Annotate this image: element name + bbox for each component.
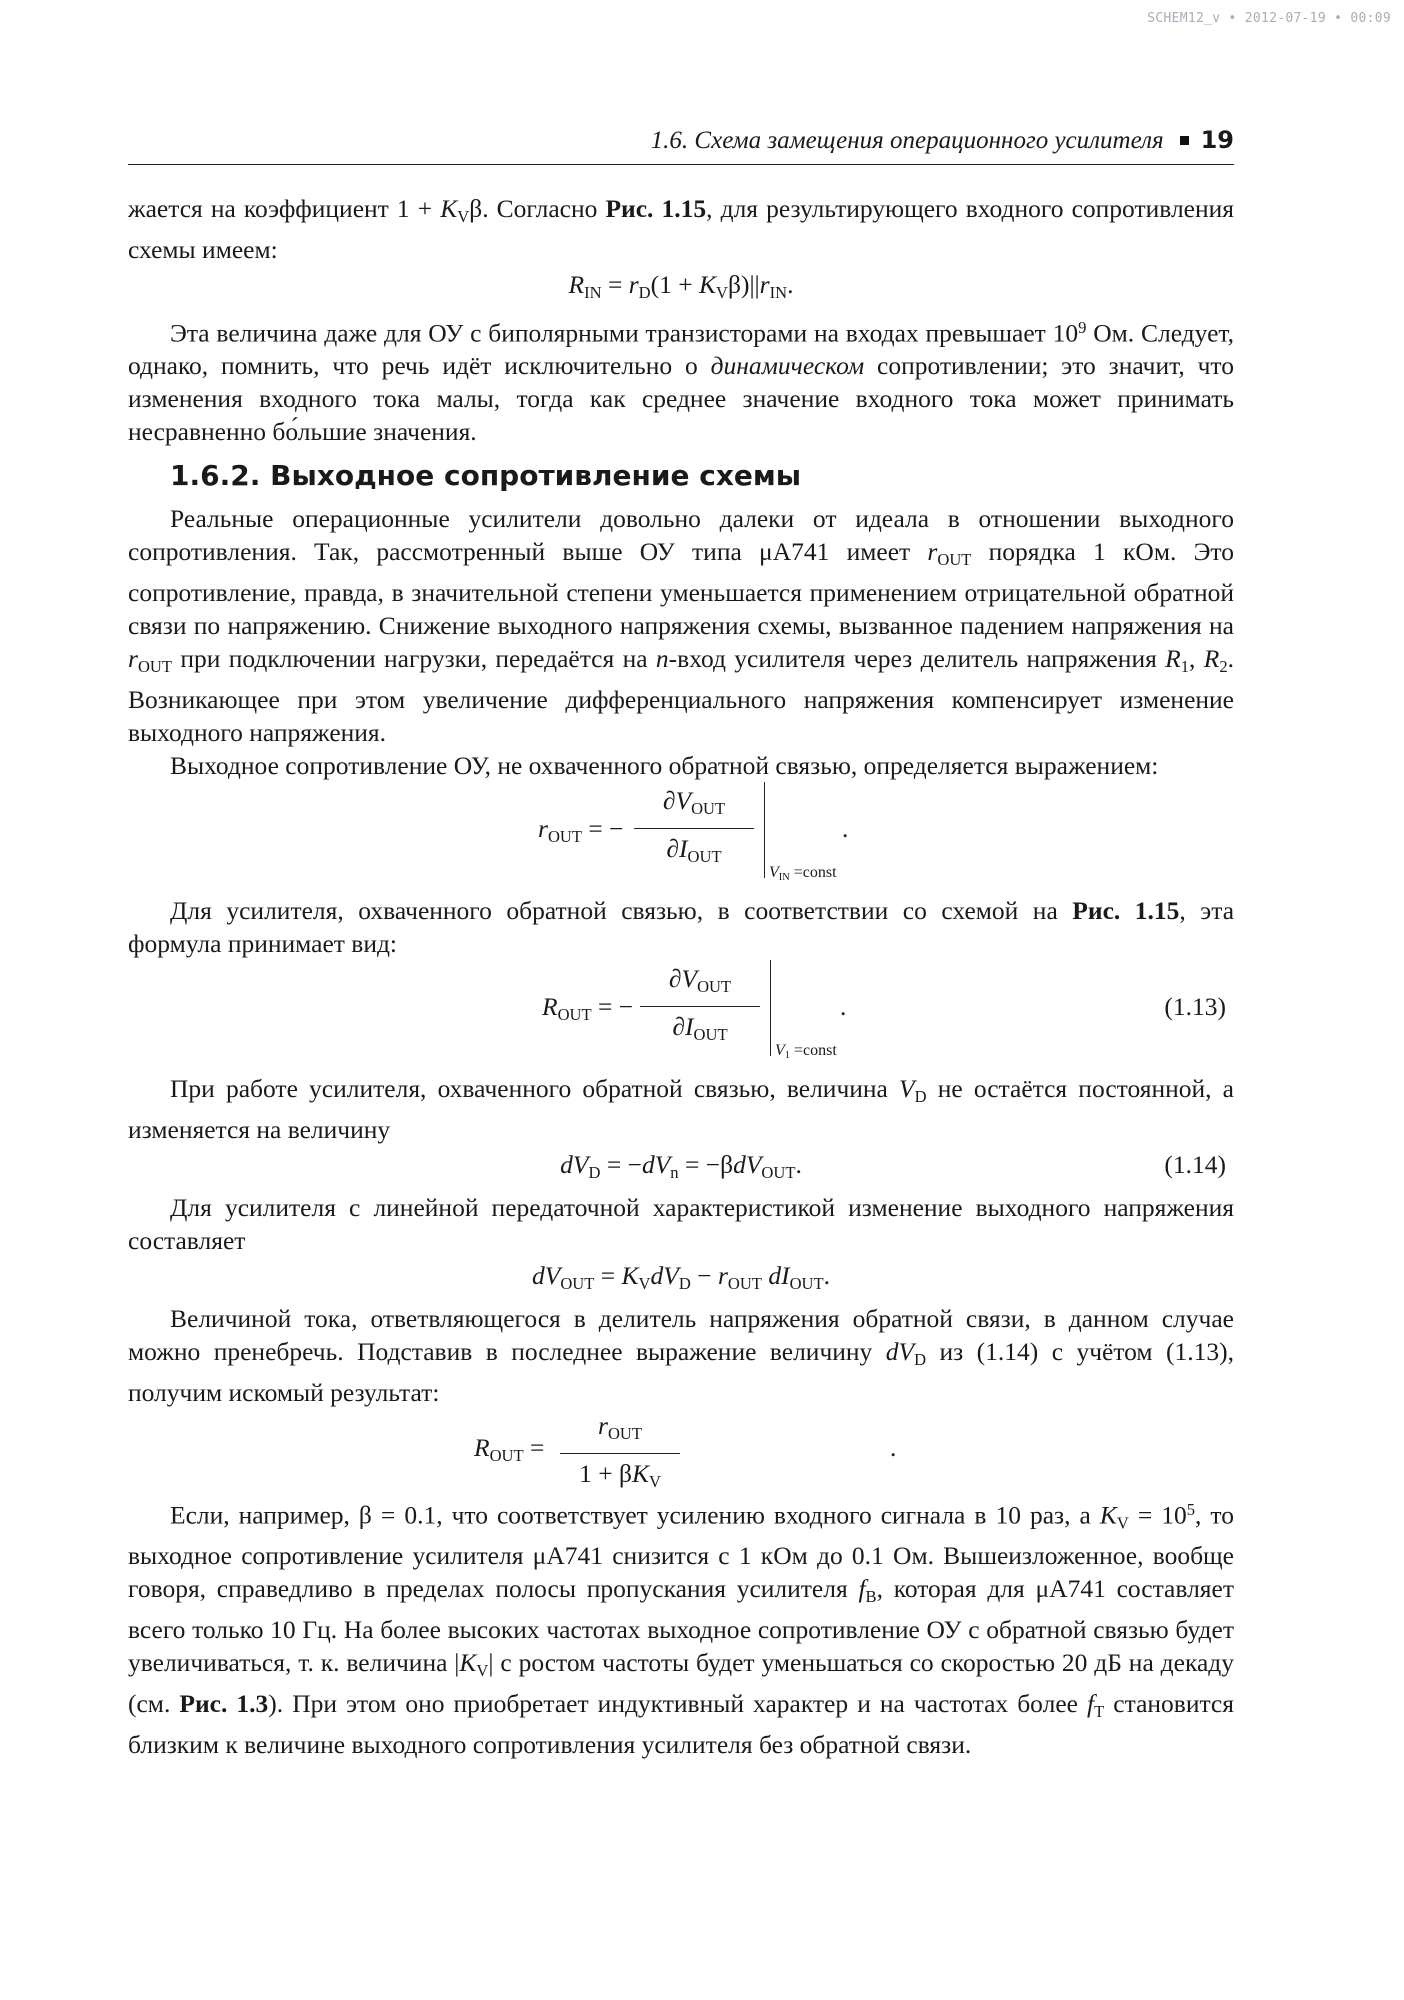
equation-1-13: $R_{OUT}$ = − $\partial V_{OUT}$ $\partial I_{OUT}$ $V_1$ =const . (1.13)	[128, 960, 1234, 1072]
bullet-square-icon	[1180, 136, 1189, 145]
equation-number: (1.13)	[1164, 992, 1226, 1022]
page-number: 19	[1200, 126, 1234, 154]
equation-rin: $R_{IN} = r_D(1 + K_V\beta)||r_{IN}$.	[568, 269, 794, 302]
equation-rout-result: $R_{OUT}$ = $r_{OUT}$ $1 + \beta K_V$ .	[474, 1411, 897, 1491]
equation-1-14: $dV_D = -dV_n = -\beta dV_{OUT}$. (1.14)	[560, 1150, 1226, 1183]
paragraph: Выходное сопротивление ОУ, не охваченного обратной связью, определяется выражением:	[170, 751, 1159, 781]
equation-dvout: $dV_{OUT} = K_VdV_D - r_{OUT}$ $dI_{OUT}$.	[532, 1261, 830, 1294]
paragraph: Для усилителя, охваченного обратной связью, в соответствии со схемой на Рис. 1.15, эта формула принимает вид:	[128, 896, 1235, 959]
print-stamp: SCHEM12_v • 2012-07-19 • 00:09	[1147, 11, 1391, 26]
paragraph: Если, например, β = 0.1, что соответствует усилению входного сигнала в 10 раз, а $K_V = 10^5$, то выходное сопротивление усилителя μA741 снизится с 1 кОм до 0.1 Ом. Вышеизложенное, вообще говоря, справедливо в пределах полосы пропускания усилителя $f_B$, которая для μA741 составляет всего только 10 Гц. На более высоких частотах выходное сопротивление ОУ с обратной связью будет увеличиваться, т. к. величина $|K_V|$ с ростом частоты будет уменьшаться со скоростью 20 дБ на декаду (см. Рис. 1.3). При этом оно приобретает индуктивный характер и на частотах более $f_T$ становится близким к величине выходного сопротивления усилителя без обратной связи.	[128, 1500, 1234, 1760]
paragraph: Реальные операционные усилители довольно далеки от идеала в отношении выходного сопротивления. Так, рассмотренный выше ОУ типа μA741 имеет $r_{OUT}$ порядка 1 кОм. Это сопротивление, правда, в значительной степени уменьшается применением отрицательной обратной связи по напряжению. Снижение выходного напряжения схемы, вызванное падением напряжения на $r_{OUT}$ при подключении нагрузки, передаётся на n-вход усилителя через делитель напряжения $R_1$, $R_2$. Возникающее при этом увеличение дифференциального напряжения компенсирует изменение выходного напряжения.	[128, 504, 1234, 748]
paragraph: жается на коэффициент $1 + K_V\beta$. Согласно Рис. 1.15, для результирующего входного сопротивления схемы имеем:	[128, 194, 1235, 264]
section-title: 1.6. Схема замещения операционного усилителя	[650, 127, 1164, 154]
paragraph: Эта величина даже для ОУ с биполярными транзисторами на входах превышает $10^9$ Ом. Следует, однако, помнить, что речь идёт исключительно о динамическом сопротивлении; это значит, что изменения входного тока малы, тогда как среднее значение входного тока может принимать несравненно бо́льшие значения.	[128, 317, 1234, 447]
paragraph: При работе усилителя, охваченного обратной связью, величина $V_D$ не остаётся постоянной, а изменяется на величину	[128, 1074, 1234, 1145]
equation-rout-open: $r_{OUT}$ = − $\partial V_{OUT}$ $\partial I_{OUT}$ $V_{IN}$ =const .	[128, 782, 1234, 894]
page-body	[128, 192, 1234, 1761]
running-header	[128, 120, 1234, 165]
paragraph: Величиной тока, ответвляющегося в делитель напряжения обратной связи, в данном случае можно пренебречь. Подставив в последнее выражение величину $dV_D$ из (1.14) с учётом (1.13), получим искомый результат:	[128, 1304, 1234, 1408]
paragraph: Для усилителя с линейной передаточной характеристикой изменение выходного напряжения составляет	[128, 1193, 1234, 1256]
equation-number: (1.14)	[1164, 1150, 1226, 1180]
section-heading: 1.6.2. Выходное сопротивление схемы	[170, 459, 802, 493]
